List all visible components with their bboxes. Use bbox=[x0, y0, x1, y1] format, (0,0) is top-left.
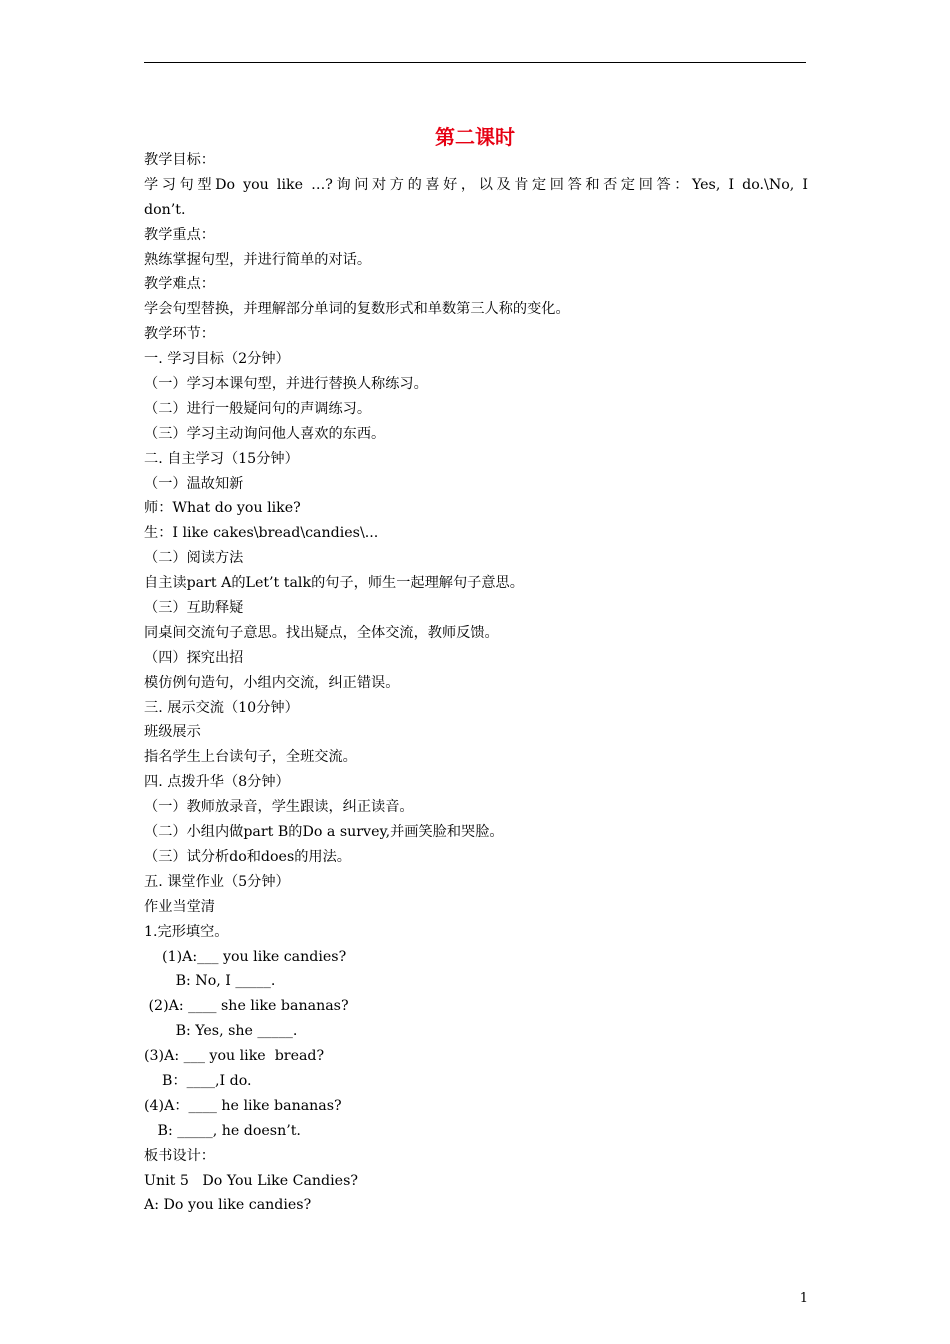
text-line: （二）阅读方法 bbox=[144, 550, 244, 567]
text-line: （三）学习主动询问他人喜欢的东西。 bbox=[144, 425, 386, 442]
text-line: （二）小组内做part B的Do a survey,并画笑脸和哭脸。 bbox=[144, 824, 504, 841]
text-line: 三. 展示交流（10分钟） bbox=[144, 699, 299, 716]
text-line: 教学环节： bbox=[144, 326, 215, 343]
exercise-line: (4)A：____ he like bananas? bbox=[144, 1097, 342, 1114]
text-line: 五. 课堂作业（5分钟） bbox=[144, 873, 290, 890]
document-body bbox=[144, 148, 808, 1218]
exercise-line: B：____,I do. bbox=[144, 1072, 252, 1089]
text-line: 学会句型替换，并理解部分单词的复数形式和单数第三人称的变化。 bbox=[144, 301, 570, 318]
text-line: 自主读part A的Let’t talk的句子，师生一起理解句子意思。 bbox=[144, 575, 524, 592]
text-line: （一）学习本课句型，并进行替换人称练习。 bbox=[144, 376, 428, 393]
text-line: 指名学生上台读句子，全班交流。 bbox=[144, 749, 357, 766]
header-rule bbox=[144, 62, 806, 63]
exercise-line: (1)A:___ you like candies? bbox=[144, 948, 347, 965]
text-line: 生：I like cakes\bread\candies\... bbox=[144, 525, 379, 542]
text-line: 一. 学习目标（2分钟） bbox=[144, 351, 290, 368]
text-line: 二. 自主学习（15分钟） bbox=[144, 450, 299, 467]
text-line: 同桌间交流句子意思。找出疑点，全体交流，教师反馈。 bbox=[144, 624, 499, 641]
page-number: 1 bbox=[799, 1291, 808, 1306]
exercise-line: (3)A: ___ you like bread? bbox=[144, 1048, 325, 1065]
text-line: （一）温故知新 bbox=[144, 475, 244, 492]
text-line: Unit 5 Do You Like Candies? bbox=[144, 1172, 358, 1189]
text-line: 班级展示 bbox=[144, 724, 201, 741]
text-line: 1.完形填空。 bbox=[144, 923, 229, 940]
text-line: 熟练掌握句型，并进行简单的对话。 bbox=[144, 251, 372, 268]
text-line: （三）互助释疑 bbox=[144, 600, 244, 617]
text-line: （一）教师放录音，学生跟读，纠正读音。 bbox=[144, 799, 414, 816]
text-line: （二）进行一般疑问句的声调练习。 bbox=[144, 400, 372, 417]
exercise-line: B: No, I _____. bbox=[144, 973, 276, 990]
text-line: 四. 点拨升华（8分钟） bbox=[144, 774, 290, 791]
text-line: 教学难点： bbox=[144, 276, 215, 293]
text-line: （四）探究出招 bbox=[144, 649, 244, 666]
text-line: A: Do you like candies? bbox=[144, 1197, 312, 1214]
text-line: don’t. bbox=[144, 201, 186, 218]
text-line: 板书设计： bbox=[144, 1147, 215, 1164]
text-line: 模仿例句造句，小组内交流，纠正错误。 bbox=[144, 674, 400, 691]
exercise-line: B: Yes, she _____. bbox=[144, 1023, 298, 1040]
exercise-line: B: _____, he doesn’t. bbox=[144, 1122, 301, 1139]
text-line: 师：What do you like? bbox=[144, 500, 301, 517]
text-line: （三）试分析do和does的用法。 bbox=[144, 848, 351, 865]
text-line: 教学目标： bbox=[144, 152, 215, 168]
text-line: 学习句型Do you like …?询问对方的喜好，以及肯定回答和否定回答：Yes, I do.\No, I bbox=[144, 176, 808, 193]
text-line: 作业当堂清 bbox=[144, 898, 215, 915]
page-title: 第二课时 bbox=[435, 125, 515, 149]
exercise-line: (2)A: ____ she like bananas? bbox=[144, 998, 349, 1015]
text-line: 教学重点： bbox=[144, 226, 215, 243]
